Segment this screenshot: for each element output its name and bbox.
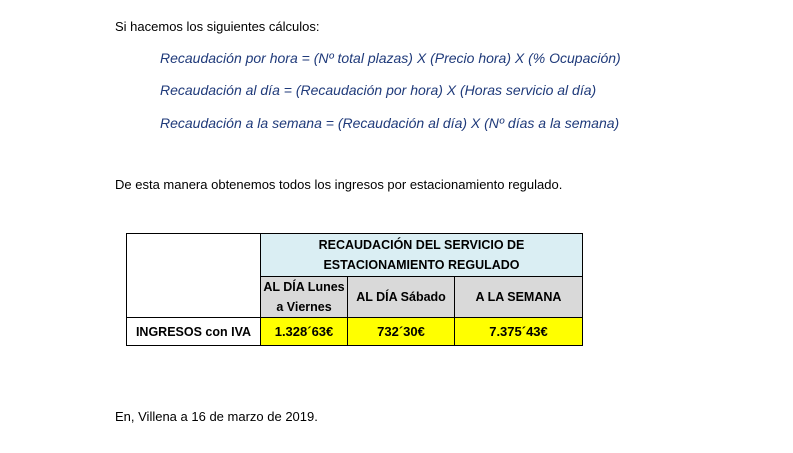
value-weekday: 1.328´63€ — [261, 318, 348, 346]
signature-text: En, Villena a 16 de marzo de 2019. — [115, 409, 318, 424]
row-label-income: INGRESOS con IVA — [127, 318, 261, 346]
column-header-weekday-line-1: AL DÍA Lunes — [263, 280, 345, 294]
column-header-saturday: AL DÍA Sábado — [348, 277, 455, 318]
column-header-weekday-line-2: a Viernes — [276, 300, 332, 314]
column-header-weekday — [261, 277, 348, 318]
table-title-cell — [261, 234, 583, 277]
empty-corner-cell — [127, 234, 261, 318]
formula-per-day: Recaudación al día = (Recaudación por hora) X (Horas servicio al día) — [160, 82, 597, 98]
value-saturday: 732´30€ — [348, 318, 455, 346]
table-title-line-1: RECAUDACIÓN DEL SERVICIO DE — [318, 238, 525, 252]
intro-text: Si hacemos los siguientes cálculos: — [115, 19, 320, 34]
table-title-line-2: ESTACIONAMIENTO REGULADO — [323, 258, 520, 272]
column-header-week: A LA SEMANA — [455, 277, 583, 318]
summary-text: De esta manera obtenemos todos los ingresos por estacionamiento regulado. — [115, 177, 563, 192]
formula-per-hour: Recaudación por hora = (Nº total plazas) X (Precio hora) X (% Ocupación) — [160, 50, 621, 66]
formula-per-week: Recaudación a la semana = (Recaudación al día) X (Nº días a la semana) — [160, 115, 620, 131]
revenue-table — [126, 233, 583, 346]
value-week: 7.375´43€ — [455, 318, 583, 346]
